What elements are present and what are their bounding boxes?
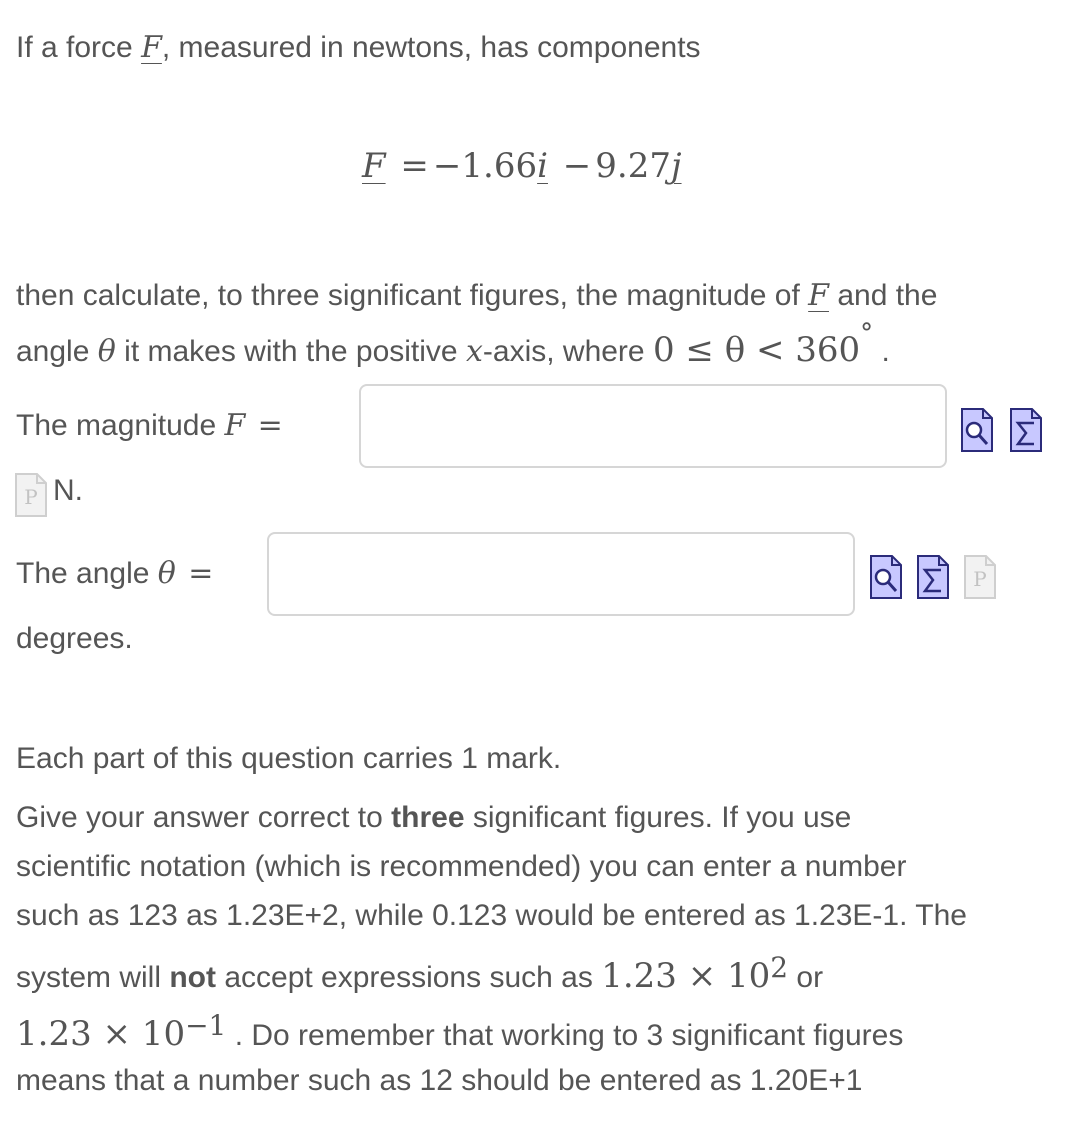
task-range: 0 ≤ θ < 360	[652, 330, 861, 370]
note-line-5	[16, 1009, 904, 1054]
task-period: .	[881, 335, 890, 368]
example-exponent-2: −1	[185, 1009, 227, 1043]
note-text-4b: accept expressions such as	[215, 961, 602, 994]
task-theta: θ	[97, 334, 116, 369]
eq-unit-j: j	[671, 146, 682, 186]
svg-text:P: P	[24, 485, 38, 509]
magnitude-label-text: The magnitude	[16, 409, 225, 442]
p-icon	[15, 471, 47, 517]
task-text-end: and the	[828, 279, 938, 312]
marks-note: Each part of this question carries 1 mark.	[16, 742, 562, 775]
force-symbol: F	[141, 30, 162, 65]
magnitude-symbol: F	[224, 408, 246, 443]
note-line-2: scientific notation (which is recommended) you can enter a number	[16, 850, 907, 883]
example-expression-2: 1.23 × 10	[16, 1014, 186, 1054]
angle-input[interactable]	[267, 532, 855, 616]
sigma-icon	[917, 553, 949, 599]
example-expression-1: 1.23 × 10	[601, 956, 771, 996]
svg-text:P: P	[973, 567, 987, 591]
eq-sign: =	[400, 146, 429, 186]
eq-minus: −	[562, 146, 592, 186]
question-intro	[16, 30, 701, 65]
note-text: Give your answer correct to	[16, 801, 392, 834]
magnitude-unit: N.	[53, 474, 83, 507]
task-force-symbol: F	[808, 278, 829, 313]
angle-unit: degrees.	[16, 622, 133, 655]
angle-label	[16, 556, 217, 591]
preview-icon	[870, 553, 902, 599]
magnitude-feedback-button[interactable]	[15, 471, 47, 515]
task-line-1	[16, 278, 937, 313]
magnitude-input[interactable]	[359, 384, 947, 468]
note-bold-not: not	[169, 961, 216, 994]
angle-eq: =	[188, 556, 214, 591]
angle-preview-button[interactable]	[870, 553, 902, 597]
eq-lhs: F	[362, 146, 386, 186]
note-line-6: means that a number such as 12 should be entered as 1.20E+1	[16, 1064, 863, 1097]
magnitude-eq: =	[257, 408, 283, 443]
task-text-2: angle	[16, 335, 98, 368]
angle-label-text: The angle	[16, 557, 158, 590]
note-text-b: significant figures. If you use	[464, 801, 852, 834]
magnitude-input-help-button[interactable]	[1010, 406, 1042, 450]
angle-symbol: θ	[157, 556, 176, 591]
note-or: or	[788, 961, 824, 994]
task-line-2	[16, 319, 890, 370]
magnitude-label	[16, 408, 287, 443]
example-exponent-1: 2	[770, 951, 789, 985]
preview-icon	[961, 406, 993, 452]
note-line-4	[16, 951, 824, 996]
force-equation	[362, 146, 682, 186]
angle-input-help-button[interactable]	[917, 553, 949, 597]
intro-text: If a force	[16, 31, 142, 64]
eq-unit-i: i	[537, 146, 548, 186]
task-degree: °	[860, 319, 874, 349]
task-x: x	[465, 334, 483, 369]
task-text: then calculate, to three significant figures, the magnitude of	[16, 279, 809, 312]
note-bold-three: three	[391, 801, 465, 834]
angle-feedback-button[interactable]	[964, 553, 996, 597]
intro-text-end: , measured in newtons, has components	[161, 31, 701, 64]
p-icon	[964, 553, 996, 599]
sigma-icon	[1010, 406, 1042, 452]
eq-coef-i: −1.66	[432, 146, 538, 186]
task-text-3: it makes with the positive	[115, 335, 466, 368]
note-text-4a: system will	[16, 961, 170, 994]
note-line-1	[16, 801, 851, 835]
note-text-5: . Do remember that working to 3 significant figures	[226, 1019, 904, 1052]
eq-coef-j: 9.27	[595, 146, 671, 186]
magnitude-preview-button[interactable]	[961, 406, 993, 450]
task-text-4: -axis, where	[482, 335, 653, 368]
note-line-3: such as 123 as 1.23E+2, while 0.123 would be entered as 1.23E-1. The	[16, 899, 967, 932]
